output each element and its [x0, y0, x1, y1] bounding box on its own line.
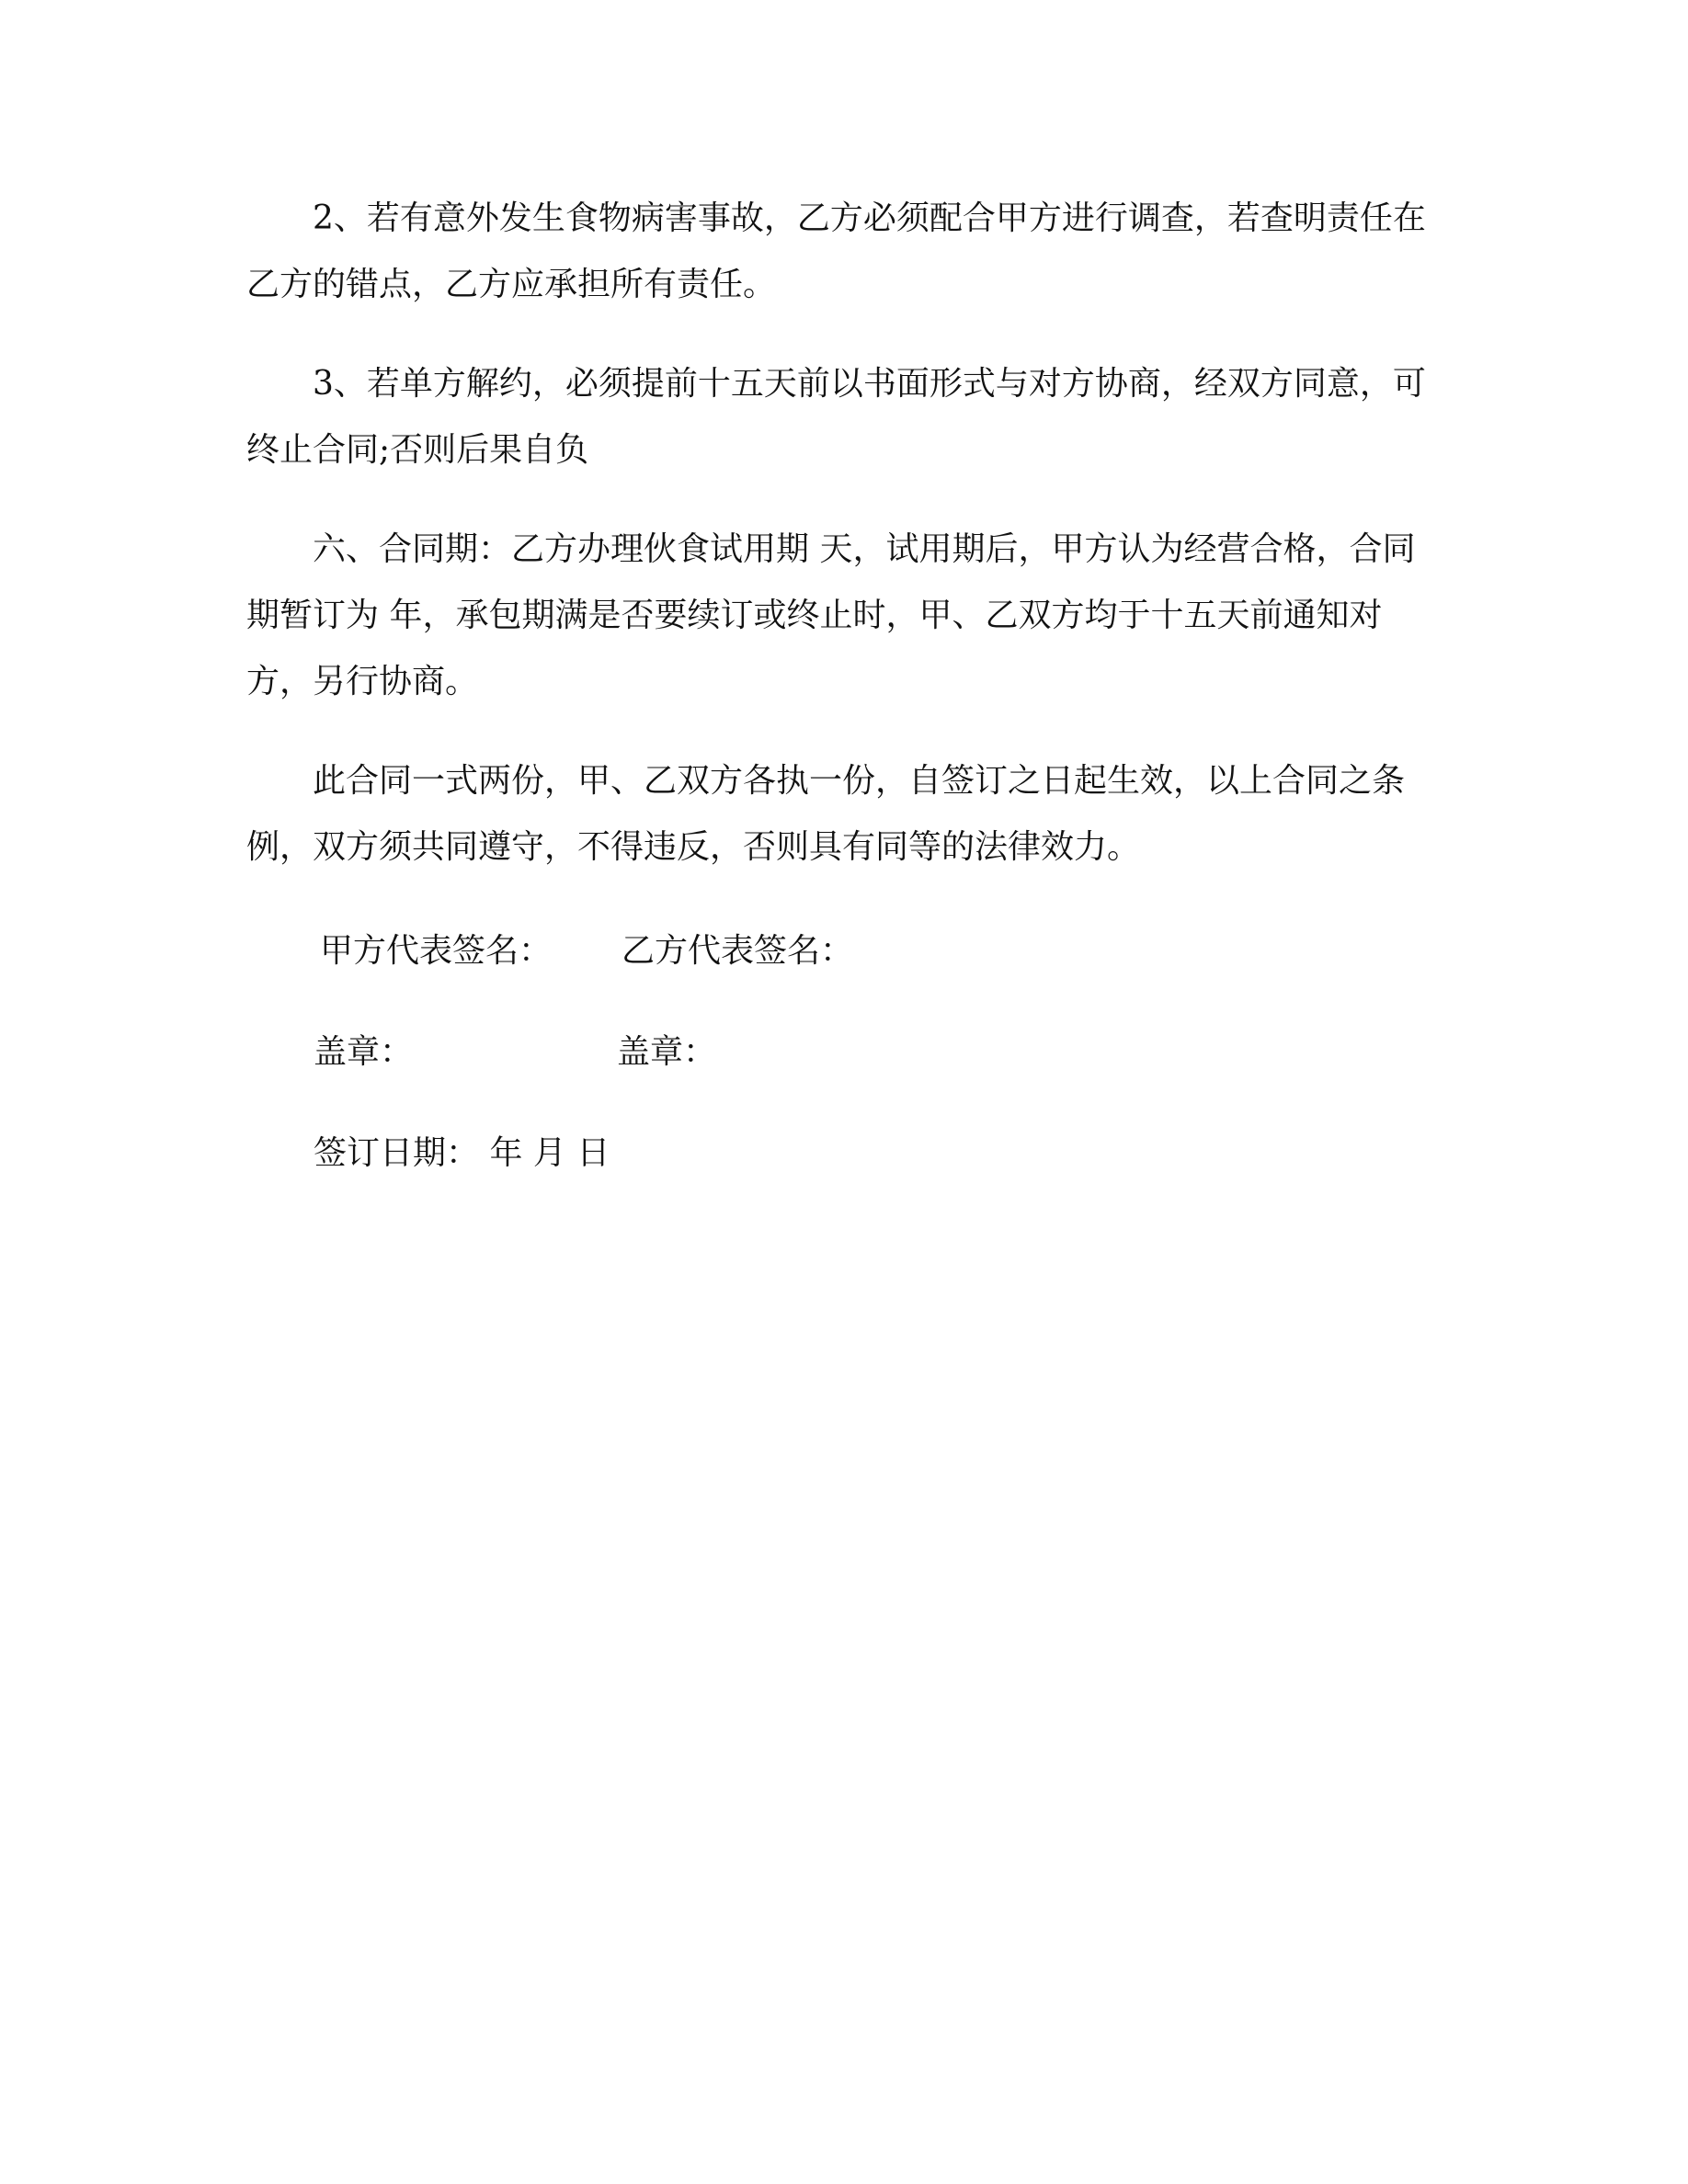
clause-2-paragraph [246, 186, 1426, 318]
closing-paragraph [246, 748, 1419, 881]
party-b-signature-label: 乙方代表签名： [622, 932, 854, 970]
contract-period-paragraph [246, 517, 1419, 715]
paragraph-line: 期暂订为 年，承包期满是否要续订或终止时，甲、乙双方均于十五天前通知对 [246, 597, 1383, 634]
signing-date-label: 签订日期： 年 月 日 [314, 1134, 610, 1172]
paragraph-line: 3、若单方解约，必须提前十五天前以书面形式与对方协商，经双方同意，可 [246, 365, 1426, 403]
paragraph-line: 此合同一式两份，甲、乙双方各执一份，自签订之日起生效，以上合同之条 [246, 762, 1406, 800]
party-a-signature-label: 甲方代表签名： [320, 932, 553, 970]
paragraph-line: 方，另行协商。 [246, 663, 479, 700]
paragraph-line: 乙方的错点，乙方应承担所有责任。 [246, 266, 777, 303]
paragraph-line: 六、合同期：乙方办理伙食试用期 天，试用期后，甲方认为经营合格，合同 [246, 530, 1416, 568]
clause-3-paragraph [246, 351, 1426, 483]
paragraph-line: 例，双方须共同遵守，不得违反，否则具有同等的法律效力。 [246, 828, 1141, 866]
paragraph-line: 终止合同;否则后果自负 [246, 431, 589, 469]
party-a-seal-label: 盖章： [314, 1033, 414, 1071]
party-b-seal-label: 盖章： [617, 1033, 717, 1071]
paragraph-line: 2、若有意外发生食物病害事故，乙方必须配合甲方进行调查，若查明责任在 [246, 199, 1426, 237]
